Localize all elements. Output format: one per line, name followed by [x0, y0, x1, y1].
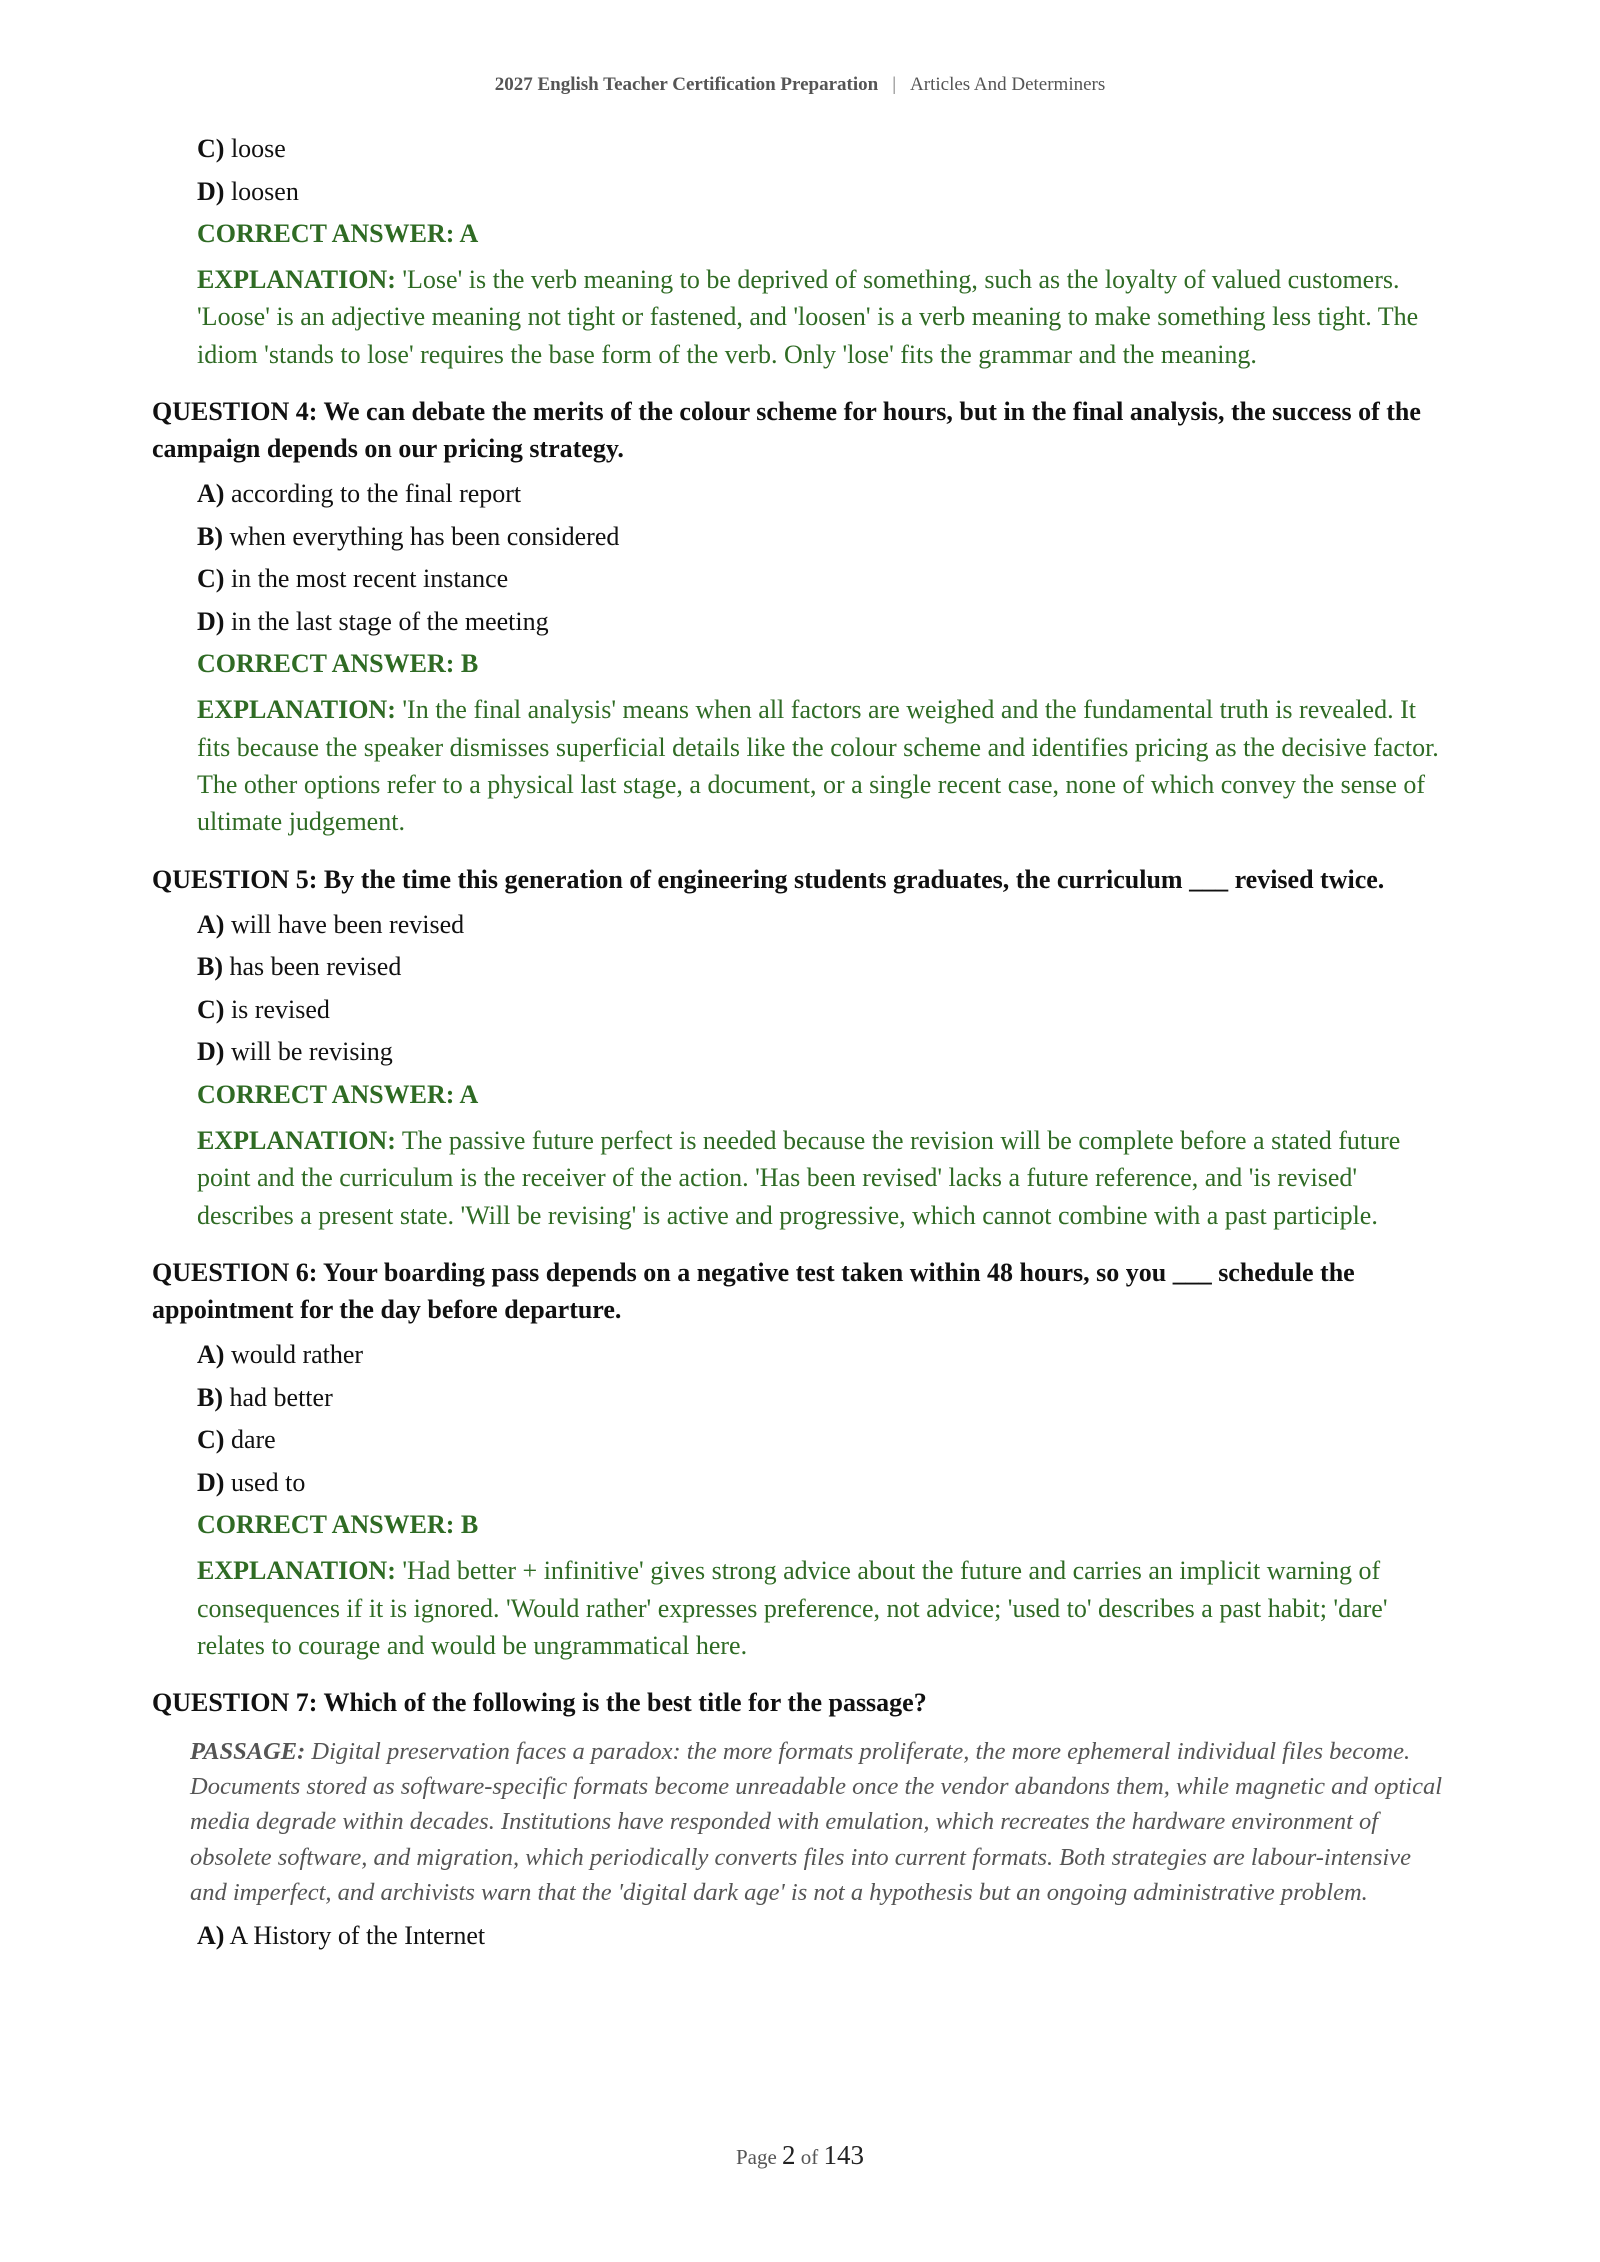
option-letter: B): [197, 952, 223, 982]
option-c: [197, 134, 1442, 164]
option-letter: A): [197, 909, 225, 939]
question-3-block: [152, 134, 1442, 373]
option-c: [197, 995, 1442, 1025]
explanation: [197, 1122, 1442, 1234]
option-text: in the last stage of the meeting: [230, 606, 549, 636]
option-text: in the most recent instance: [230, 564, 509, 594]
question-text: QUESTION 4: We can debate the merits of the colour scheme for hours, but in the final analysis, the success of the campaign depends on our pricing strategy.: [152, 396, 1421, 464]
passage-text: Digital preservation faces a paradox: the more formats proliferate, the more ephemeral individual files become. Documents stored as software-specific formats become unreadable once the vendor abandons them, while magnetic and optical media degrade within decades. Institutions have responded with emulation, which recreates the hardware environment of obsolete software, and migration, which periodically converts files into current formats. Both strategies are labour-intensive and imperfect, and archivists warn that the 'digital dark age' is not a hypothesis but an ongoing administrative problem.: [190, 1737, 1443, 1907]
option-d: [197, 177, 1442, 207]
explanation-label: EXPLANATION:: [197, 1125, 396, 1155]
option-text: according to the final report: [230, 479, 522, 509]
option-letter: D): [197, 1467, 225, 1497]
reading-passage: [190, 1734, 1442, 1911]
question-4-block: [152, 393, 1442, 841]
option-letter: D): [197, 606, 225, 636]
option-text: had better: [229, 1382, 333, 1412]
option-letter: B): [197, 521, 223, 551]
option-text: is revised: [230, 994, 330, 1024]
correct-answer: CORRECT ANSWER: A: [197, 219, 479, 248]
option-letter: B): [197, 1382, 223, 1412]
option-a: [197, 1921, 1442, 1951]
option-d: [197, 1468, 1442, 1498]
option-letter: A): [197, 1920, 225, 1950]
option-letter: A): [197, 479, 225, 509]
explanation-text: The passive future perfect is needed because the revision will be complete before a stated future point and the curriculum is the receiver of the action. 'Has been revised' lacks a future reference, and 'is revised' describes a present state. 'Will be revising' is active and progressive, which cannot combine with a past participle.: [197, 1125, 1401, 1230]
option-b: [197, 522, 1442, 552]
question-text: QUESTION 5: By the time this generation of engineering students graduates, the curriculum ___ revised twice.: [152, 864, 1385, 894]
option-text: A History of the Internet: [229, 1920, 486, 1950]
option-text: would rather: [230, 1340, 364, 1370]
option-letter: C): [197, 1425, 225, 1455]
option-c: [197, 564, 1442, 594]
option-a: [197, 910, 1442, 940]
option-text: dare: [230, 1425, 276, 1455]
correct-answer: CORRECT ANSWER: B: [197, 649, 479, 679]
section-name: Articles And Determiners: [910, 74, 1106, 95]
page-word: Page: [735, 2145, 777, 2169]
question-text: QUESTION 7: Which of the following is the best title for the passage?: [152, 1688, 927, 1718]
header-separator: |: [892, 74, 897, 95]
option-text: has been revised: [229, 952, 402, 982]
page-content: [152, 134, 1442, 1963]
option-a: [197, 479, 1442, 509]
option-letter: C): [197, 994, 225, 1024]
option-d: [197, 607, 1442, 637]
option-text: loosen: [230, 176, 299, 206]
option-letter: A): [197, 1340, 225, 1370]
explanation: [197, 261, 1442, 373]
question-6-block: [152, 1254, 1442, 1664]
option-letter: D): [197, 1037, 225, 1067]
explanation-text: 'In the final analysis' means when all factors are weighed and the fundamental truth is revealed. It fits because the speaker dismisses superficial details like the colour scheme and identifies pricing as the decisive factor. The other options refer to a physical last stage, a document, or a single recent case, none of which convey the sense of ultimate judgement.: [197, 695, 1439, 837]
option-text: used to: [230, 1467, 306, 1497]
option-b: [197, 952, 1442, 982]
option-text: will be revising: [230, 1037, 393, 1067]
explanation-label: EXPLANATION:: [197, 265, 396, 294]
page-header: [0, 74, 1600, 96]
option-letter: C): [197, 134, 225, 163]
option-text: loose: [230, 134, 286, 163]
option-d: [197, 1037, 1442, 1067]
option-text: when everything has been considered: [229, 521, 620, 551]
explanation: [197, 691, 1442, 840]
option-letter: C): [197, 564, 225, 594]
explanation-text: 'Lose' is the verb meaning to be deprived of something, such as the loyalty of valued customers. 'Loose' is an adjective meaning not tight or fastened, and 'loosen' is a verb meaning to make something less tight. The idiom 'stands to lose' requires the base form of the verb. Only 'lose' fits the grammar and the meaning.: [197, 265, 1419, 369]
option-text: will have been revised: [230, 909, 465, 939]
of-word: of: [800, 2145, 819, 2169]
page-number: 2: [782, 2140, 796, 2170]
explanation-label: EXPLANATION:: [197, 695, 396, 725]
total-pages: 143: [823, 2140, 865, 2170]
option-a: [197, 1340, 1442, 1370]
explanation: [197, 1552, 1442, 1664]
correct-answer: CORRECT ANSWER: A: [197, 1079, 479, 1109]
passage-label: PASSAGE:: [190, 1737, 306, 1765]
option-c: [197, 1425, 1442, 1455]
explanation-text: 'Had better + infinitive' gives strong advice about the future and carries an implicit warning of consequences if it is ignored. 'Would rather' expresses preference, not advice; 'used to' describes a past habit; 'dare' relates to courage and would be ungrammatical here.: [197, 1556, 1388, 1661]
question-5-block: [152, 861, 1442, 1234]
question-7-block: [152, 1684, 1442, 1950]
page-footer: [0, 2140, 1600, 2171]
explanation-label: EXPLANATION:: [197, 1556, 396, 1586]
option-b: [197, 1383, 1442, 1413]
option-letter: D): [197, 176, 225, 206]
question-text: QUESTION 6: Your boarding pass depends on a negative test taken within 48 hours, so you ___ schedule the appointment for the day before departure.: [152, 1257, 1355, 1325]
correct-answer: CORRECT ANSWER: B: [197, 1510, 479, 1540]
document-title: 2027 English Teacher Certification Preparation: [494, 74, 879, 95]
